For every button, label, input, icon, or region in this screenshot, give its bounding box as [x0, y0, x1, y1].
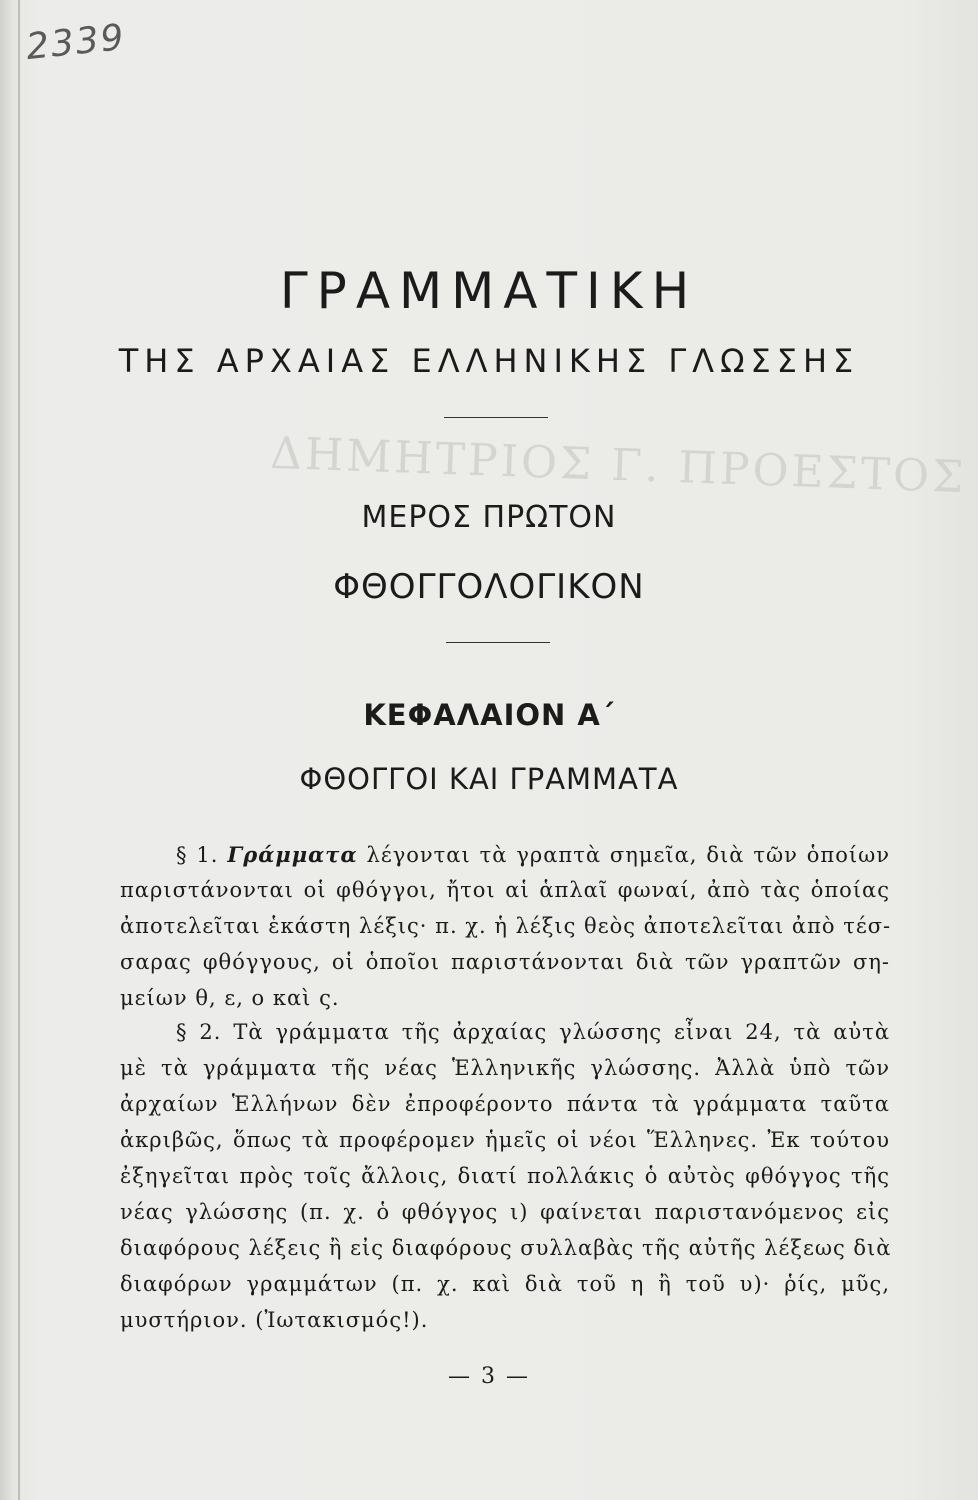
- section-marker: § 2.: [176, 1020, 222, 1044]
- part-subheading: ΦΘΟΓΓΟΛΟΓΙΚΟΝ: [333, 567, 645, 607]
- divider-rule: [444, 417, 548, 418]
- paragraph-line: σαρας φθόγγους, οἱ ὁποῖοι παριστάνονται διὰ τῶν γραπτῶν ση-: [120, 950, 890, 974]
- paragraph-line: ἀκριβῶς, ὅπως τὰ προφέρομεν ἡμεῖς οἱ νέοι Ἕλληνες. Ἐκ τούτου: [120, 1128, 890, 1152]
- chapter-title: ΦΘΟΓΓΟΙ ΚΑΙ ΓΡΑΜΜΑΤΑ: [299, 762, 679, 796]
- paragraph-line: διαφόρων γραμμάτων (π. χ. καὶ διὰ τοῦ η ἢ τοῦ υ)· ῥίς, μῦς,: [120, 1272, 890, 1296]
- paragraph-line: § 1. Γράμματα λέγονται τὰ γραπτὰ σημεῖα, διὰ τῶν ὁποίων: [176, 842, 890, 867]
- paragraph-line: ἀποτελεῖται ἑκάστη λέξις· π. χ. ἡ λέξις θεὸς ἀποτελεῖται ἀπὸ τέσ-: [120, 914, 892, 938]
- paragraph-line: παριστάνονται οἱ φθόγγοι, ἤτοι αἱ ἁπλαῖ φωναί, ἀπὸ τὰς ὁποίας: [120, 878, 890, 902]
- chapter-heading: ΚΕΦΑΛΑΙΟΝ Α΄: [363, 698, 615, 732]
- defined-term: Γράμματα: [227, 842, 358, 867]
- binding-edge: [18, 0, 20, 1500]
- divider-rule: [446, 642, 550, 643]
- faded-stamp: ΔΗΜΗΤΡΙΟΣ Γ. ΠΡΟΕΣΤΟΣ: [269, 427, 968, 504]
- paragraph-line: μείων θ, ε, ο καὶ ς.: [120, 986, 340, 1010]
- book-subtitle: ΤΗΣ ΑΡΧΑΙΑΣ ΕΛΛΗΝΙΚΗΣ ΓΛΩΣΣΗΣ: [118, 342, 860, 380]
- book-title: ΓΡΑΜΜΑΤΙΚΗ: [279, 262, 699, 320]
- paragraph-line: μὲ τὰ γράμματα τῆς νέας Ἑλληνικῆς γλώσσης. Ἀλλὰ ὑπὸ τῶν: [120, 1056, 890, 1080]
- paragraph-line: νέας γλώσσης (π. χ. ὁ φθόγγος ι) φαίνεται παριστανόμενος εἰς: [120, 1200, 890, 1224]
- pencil-annotation: 2339: [24, 16, 128, 69]
- paragraph-line: μυστήριον. (Ἰωτακισμός!).: [120, 1308, 429, 1332]
- part-heading: ΜΕΡΟΣ ΠΡΩΤΟΝ: [361, 500, 617, 535]
- paragraph-line: ἀρχαίων Ἑλλήνων δὲν ἐπροφέροντο πάντα τὰ γράμματα ταῦτα: [120, 1092, 890, 1116]
- paragraph-line: § 2. Τὰ γράμματα τῆς ἀρχαίας γλώσσης εἶναι 24, τὰ αὐτὰ: [176, 1020, 890, 1044]
- page-number: — 3 —: [448, 1364, 530, 1389]
- paragraph-line: ἐξηγεῖται πρὸς τοῖς ἄλλοις, διατί πολλάκις ὁ αὐτὸς φθόγγος τῆς: [120, 1164, 890, 1188]
- paragraph-line: διαφόρους λέξεις ἢ εἰς διαφόρους συλλαβὰς τῆς αὐτῆς λέξεως διὰ: [120, 1236, 892, 1260]
- section-marker: § 1.: [176, 843, 219, 867]
